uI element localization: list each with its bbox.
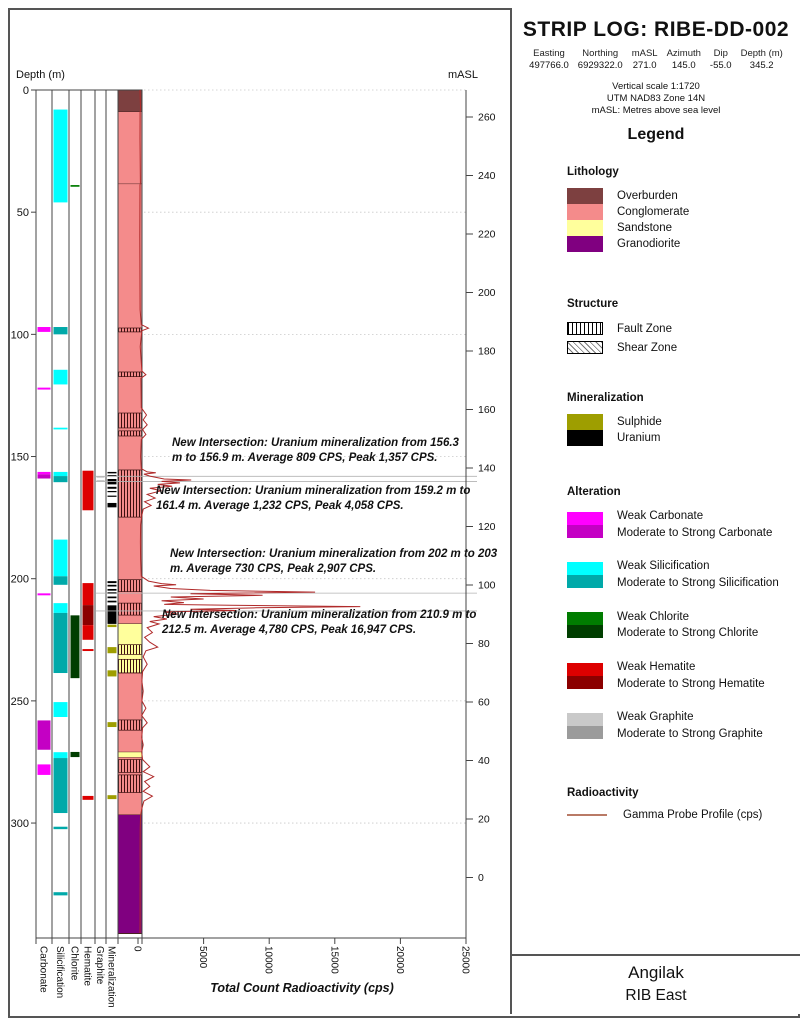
track-mineralization <box>106 90 118 938</box>
mineralization-bar <box>108 503 117 507</box>
depth-tick-label: 250 <box>10 695 29 708</box>
masl-tick-label: 120 <box>478 521 496 533</box>
depth-tick-label: 0 <box>22 85 29 97</box>
track-name-label: Mineralization <box>105 946 117 1008</box>
structure-zone <box>119 372 142 377</box>
intersection-annotation: New Intersection: Uranium mineralization from 159.2 m to 161.4 m. Average 1,232 CPS, Peak 4,058 CPS. <box>156 485 471 512</box>
lithology-unit <box>119 752 142 757</box>
alteration-bar <box>38 720 51 749</box>
structure-zone <box>119 720 142 730</box>
depth-tick-label: 300 <box>10 818 29 831</box>
legend-section <box>512 787 800 821</box>
legend-section <box>512 166 800 252</box>
mineralization-bar <box>108 601 117 603</box>
depth-tick-label: 50 <box>16 207 29 220</box>
cps-tick-label: 10000 <box>262 946 274 974</box>
structure-swatch <box>567 341 603 354</box>
legend-item: Fault Zone <box>567 320 800 337</box>
masl-tick-label: 220 <box>478 228 496 241</box>
legend-section-heading: Lithology <box>567 166 619 178</box>
alteration-bar <box>83 649 94 651</box>
mineralization-bar <box>108 670 117 676</box>
structure-zone <box>119 431 142 436</box>
mineralization-bar <box>108 589 117 591</box>
mineralization-bar <box>108 487 117 489</box>
cps-tick-label: 0 <box>131 946 143 952</box>
alteration-bar <box>71 615 80 678</box>
radioactivity-axis-title: Total Count Radioactivity (cps) <box>210 981 394 995</box>
masl-axis-label: mASL <box>448 69 478 81</box>
alteration-bar <box>38 474 51 478</box>
header-note: mASL: Metres above sea level <box>591 105 721 117</box>
legend-alteration-group: Weak Graphite Moderate to Strong Graphite <box>567 709 800 742</box>
alteration-bar <box>54 603 68 613</box>
legend-title: Legend <box>627 126 685 143</box>
mineralization-bar <box>108 585 117 587</box>
area-name: RIB East <box>625 987 687 1004</box>
structure-zone <box>119 645 142 655</box>
legend-section-heading: Radioactivity <box>567 786 639 799</box>
alteration-bar <box>54 472 68 476</box>
depth-tick-label: 100 <box>10 329 29 342</box>
depth-axis-label: Depth (m) <box>16 69 65 81</box>
legend-item: Granodiorite <box>567 236 800 252</box>
alteration-swatch <box>567 512 603 538</box>
masl-tick-label: 180 <box>478 345 496 358</box>
depth-tick-label: 150 <box>10 451 29 464</box>
legend-alteration-group: Weak Hematite Moderate to Strong Hematite <box>567 659 800 692</box>
legend-section-heading: Mineralization <box>567 392 644 404</box>
alteration-swatch <box>567 612 603 638</box>
alteration-bar <box>38 388 51 390</box>
alteration-bar <box>38 327 51 332</box>
collar-field: Easting 497766.0 <box>529 48 569 72</box>
alteration-bar <box>54 613 68 673</box>
legend-item: Sandstone <box>567 220 800 236</box>
track-graphite <box>95 90 106 938</box>
legend-section <box>512 486 800 743</box>
masl-tick-label: 40 <box>478 755 490 767</box>
masl-tick-label: 100 <box>478 579 496 592</box>
alteration-bar <box>54 702 68 717</box>
masl-tick-label: 140 <box>478 462 496 475</box>
legend-item: Shear Zone <box>567 339 800 356</box>
cps-tick-label: 25000 <box>459 946 471 974</box>
lithology-unit <box>119 90 142 112</box>
legend-section-heading: Alteration <box>567 486 621 498</box>
intersection-annotation: New Intersection: Uranium mineralization from 202 m to 203 m. Average 730 CPS, Peak 2,907 CPS. <box>170 548 498 575</box>
gamma-line-sample <box>567 814 607 816</box>
alteration-bar <box>54 540 68 577</box>
alteration-swatch <box>567 562 603 588</box>
legend-alteration-group: Weak Carbonate Moderate to Strong Carbonate <box>567 508 800 541</box>
track-chlorite <box>69 90 81 938</box>
info-panel <box>510 8 800 1014</box>
structure-zone <box>119 760 142 773</box>
lithology-swatch <box>567 188 603 204</box>
mineralization-bar <box>108 496 117 497</box>
legend-item: Gamma Probe Profile (cps) <box>567 809 800 821</box>
mineralization-swatch <box>567 414 603 430</box>
alteration-bar <box>71 185 80 187</box>
legend-item: Sulphide <box>567 414 800 430</box>
log-title: STRIP LOG: RIBE-DD-002 <box>522 18 790 41</box>
header-notes <box>512 81 800 118</box>
alteration-bar <box>83 583 94 605</box>
masl-tick-label: 20 <box>478 813 490 826</box>
mineralization-bar <box>108 795 117 799</box>
alteration-bar <box>54 476 68 482</box>
alteration-bar <box>83 796 94 800</box>
alteration-bar <box>54 370 68 385</box>
footer <box>512 954 800 1014</box>
structure-zone <box>119 659 142 673</box>
alteration-bar <box>83 605 94 625</box>
lithology-unit <box>119 184 142 624</box>
alteration-swatch <box>567 713 603 739</box>
mineralization-bar <box>108 625 117 627</box>
mineralization-bar <box>108 597 117 599</box>
intersection-annotation: New Intersection: Uranium mineralization from 156.3 m to 156.9 m. Average 809 CPS, Peak 1,357 CPS. <box>172 437 459 464</box>
alteration-bar <box>54 110 68 203</box>
collar-field: Dip -55.0 <box>709 48 732 72</box>
collar-fields <box>512 48 800 73</box>
masl-tick-label: 240 <box>478 170 496 182</box>
track-name-label: Chlorite <box>68 946 80 981</box>
lithology-unit <box>119 815 142 934</box>
mineralization-bar <box>108 581 117 583</box>
masl-tick-label: 200 <box>478 287 496 299</box>
structure-zone <box>119 603 142 615</box>
intersection-annotation: New Intersection: Uranium mineralization from 210.9 m to 212.5 m. Average 4,780 CPS, Peak 16,947 CPS. <box>162 609 477 636</box>
alteration-bar <box>38 593 51 595</box>
masl-tick-label: 0 <box>478 872 484 884</box>
alteration-bar <box>38 764 51 775</box>
cps-tick-label: 20000 <box>393 946 405 974</box>
masl-tick-label: 60 <box>478 696 490 709</box>
alteration-bar <box>54 758 68 813</box>
track-name-label: Silicification <box>54 946 65 999</box>
track-name-label: Graphite <box>94 946 105 985</box>
legend-section-heading: Structure <box>567 298 619 310</box>
header-note: Vertical scale 1:1720 <box>612 80 700 92</box>
masl-tick-label: 260 <box>478 111 496 124</box>
structure-swatch <box>567 322 603 335</box>
track-name-label: Carbonate <box>37 946 49 993</box>
mineralization-bar <box>108 491 117 492</box>
cps-tick-label: 5000 <box>197 946 209 969</box>
structure-zone <box>119 470 142 517</box>
lithology-unit <box>119 673 142 752</box>
alteration-swatch <box>567 663 603 689</box>
structure-zone <box>119 580 142 592</box>
legend-section <box>512 298 800 356</box>
legend-section <box>512 392 800 446</box>
alteration-bar <box>83 625 94 640</box>
masl-tick-label: 160 <box>478 404 496 416</box>
legend-item: Uranium <box>567 430 800 446</box>
alteration-bar <box>54 576 68 585</box>
legend <box>512 126 800 821</box>
lithology-swatch <box>567 236 603 252</box>
cps-tick-label: 15000 <box>328 946 340 974</box>
track-name-label: Hematite <box>81 946 93 987</box>
header-note: UTM NAD83 Zone 14N <box>606 93 706 105</box>
lithology-swatch <box>567 204 603 220</box>
alteration-bar <box>54 428 68 430</box>
header <box>512 8 800 118</box>
legend-sections <box>512 166 800 821</box>
legend-item: Overburden <box>567 188 800 204</box>
legend-alteration-group: Weak Chlorite Moderate to Strong Chlorite <box>567 609 800 642</box>
lithology-unit <box>119 112 142 184</box>
collar-field: Depth (m) 345.2 <box>740 48 783 72</box>
mineralization-bar <box>108 605 117 624</box>
alteration-bar <box>71 752 80 757</box>
track-carbonate <box>36 90 52 938</box>
alteration-bar <box>38 472 51 474</box>
mineralization-bar <box>108 472 117 473</box>
alteration-bar <box>83 471 94 511</box>
mineralization-swatch <box>567 430 603 446</box>
collar-field: mASL 271.0 <box>631 48 658 72</box>
structure-zone <box>119 328 142 332</box>
alteration-bar <box>54 827 68 829</box>
legend-item: Conglomerate <box>567 204 800 220</box>
mineralization-bar <box>108 722 117 727</box>
alteration-bar <box>54 892 68 895</box>
project-name: Angilak <box>628 963 684 982</box>
collar-field: Northing 6929322.0 <box>577 48 623 72</box>
alteration-bar <box>54 752 68 758</box>
masl-tick-label: 80 <box>478 638 490 650</box>
structure-zone <box>119 413 142 428</box>
track-hematite <box>81 90 95 938</box>
lithology-swatch <box>567 220 603 236</box>
legend-alteration-group: Weak Silicification Moderate to Strong Silicification <box>567 558 800 591</box>
collar-field: Azimuth 145.0 <box>666 48 701 72</box>
mineralization-bar <box>108 647 117 653</box>
depth-tick-label: 200 <box>10 573 29 586</box>
structure-zone <box>119 775 142 793</box>
alteration-bar <box>54 327 68 334</box>
